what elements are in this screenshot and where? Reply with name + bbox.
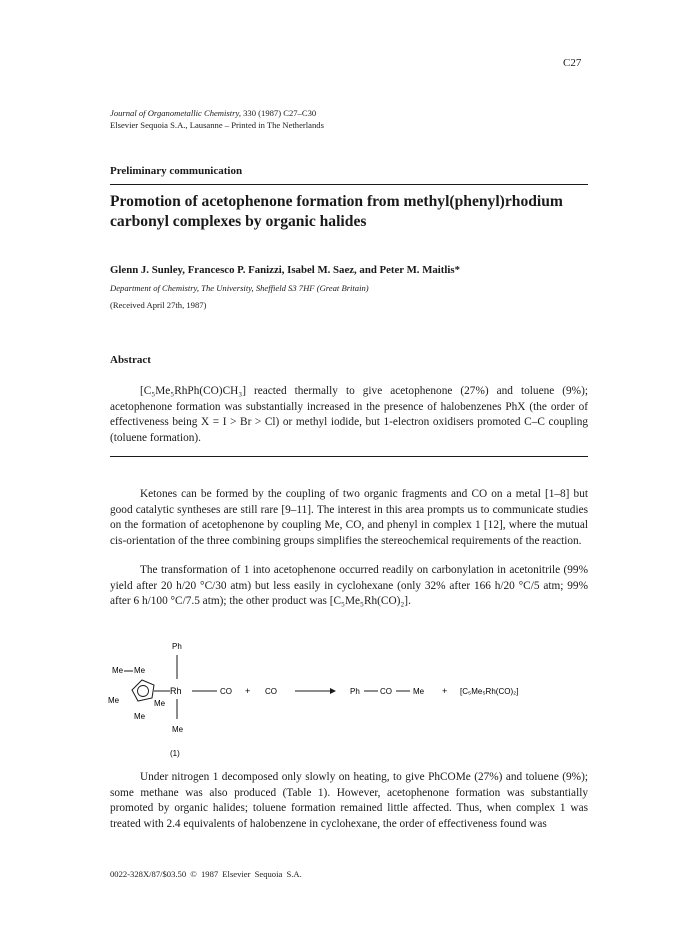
- compound-label: (1): [170, 749, 180, 758]
- cp-methyl-3: Me: [108, 696, 120, 705]
- journal-header: [110, 107, 324, 131]
- cp-methyl-2: Me: [134, 666, 146, 675]
- plus-sign-2: +: [442, 686, 448, 696]
- arrow-head: [330, 688, 336, 694]
- cp-methyl-4: Me: [154, 699, 166, 708]
- rh-product: [C₅Me₅Rh(CO)₂]: [460, 687, 519, 696]
- abstract-text: [C₅Me₅RhPh(CO)CH₃] reacted thermally to give acetophenone (27%) and toluene (9%); acetophenone formation was substantially increased in the presence of halobenzenes PhX (the order of effectiveness being X = I > Br > Cl) or methyl iodide, but 1-electron oxidisers promoted C–C coupling (toluene formation).: [110, 385, 588, 444]
- plus-sign-1: +: [245, 686, 251, 696]
- body-paragraph-3: [110, 770, 588, 832]
- cp-methyl-1: Me: [112, 666, 124, 675]
- product-phenyl: Ph: [350, 687, 360, 696]
- journal-name: Journal of Organometallic Chemistry,: [110, 108, 241, 118]
- body-text-2: The transformation of 1 into acetophenone occurred readily on carbonylation in acetonitrile (99% yield after 20 h/20 °C/30 atm) but less easily in cyclohexane (only 32% after 166 h/20 °C/5 atm; 99% after 6 h/100 °C/7.5 atm); the other product was [C₅Me₅Rh(CO)₂].: [110, 564, 588, 608]
- body-text-1: Ketones can be formed by the coupling of two organic fragments and CO on a metal [1–8] but good catalytic syntheses are still rare [9–11]. The interest in this area prompts us to communicate studies on the formation of acetophenone by coupling Me, CO, and phenyl in complex 1 [12], where the mutual cis-orientation of the three combining groups simplifies the stereochemical requirements of the reaction.: [110, 488, 588, 547]
- abstract-heading: Abstract: [110, 354, 151, 366]
- page-number: C27: [563, 57, 582, 69]
- cp-ring-circle: [138, 686, 149, 697]
- affiliation: Department of Chemistry, The University, Sheffield S3 7HF (Great Britain): [110, 283, 369, 293]
- section-rule: [110, 184, 588, 185]
- product-methyl: Me: [413, 687, 425, 696]
- phenyl-label: Ph: [172, 642, 182, 651]
- publisher-line: Elsevier Sequoia S.A., Lausanne – Printed in The Netherlands: [110, 120, 324, 130]
- co-ligand: CO: [220, 687, 232, 696]
- body-paragraph-2: [110, 563, 588, 610]
- abstract-paragraph: [110, 384, 588, 446]
- author-list: Glenn J. Sunley, Francesco P. Fanizzi, Isabel M. Saez, and Peter M. Maitlis*: [110, 264, 460, 276]
- journal-citation: 330 (1987) C27–C30: [240, 108, 317, 118]
- reaction-scheme: [110, 635, 580, 760]
- body-paragraph-1: [110, 487, 588, 549]
- footer-line: 0022-328X/87/$03.50 © 1987 Elsevier Sequoia S.A.: [110, 869, 302, 879]
- cp-methyl-5: Me: [134, 712, 146, 721]
- abstract-rule: [110, 456, 588, 457]
- co-reagent: CO: [265, 687, 277, 696]
- rh-atom: Rh: [170, 686, 182, 696]
- body-text-3: Under nitrogen 1 decomposed only slowly on heating, to give PhCOMe (27%) and toluene (9%); some methane was also produced (Table 1). However, acetophenone formation was substantially promoted by organic halides; toluene formation remained little affected. Thus, when complex 1 was treated with 2.4 equivalents of halobenzene in cyclohexane, the order of effectiveness found was: [110, 771, 588, 830]
- product-carbonyl: CO: [380, 687, 392, 696]
- cp-ring: [132, 680, 154, 701]
- paper-title: Promotion of acetophenone formation from methyl(phenyl)rhodium carbonyl complexes by organic halides: [110, 193, 563, 230]
- received-date: (Received April 27th, 1987): [110, 300, 207, 310]
- rh-methyl-label: Me: [172, 725, 184, 734]
- section-label: Preliminary communication: [110, 165, 243, 177]
